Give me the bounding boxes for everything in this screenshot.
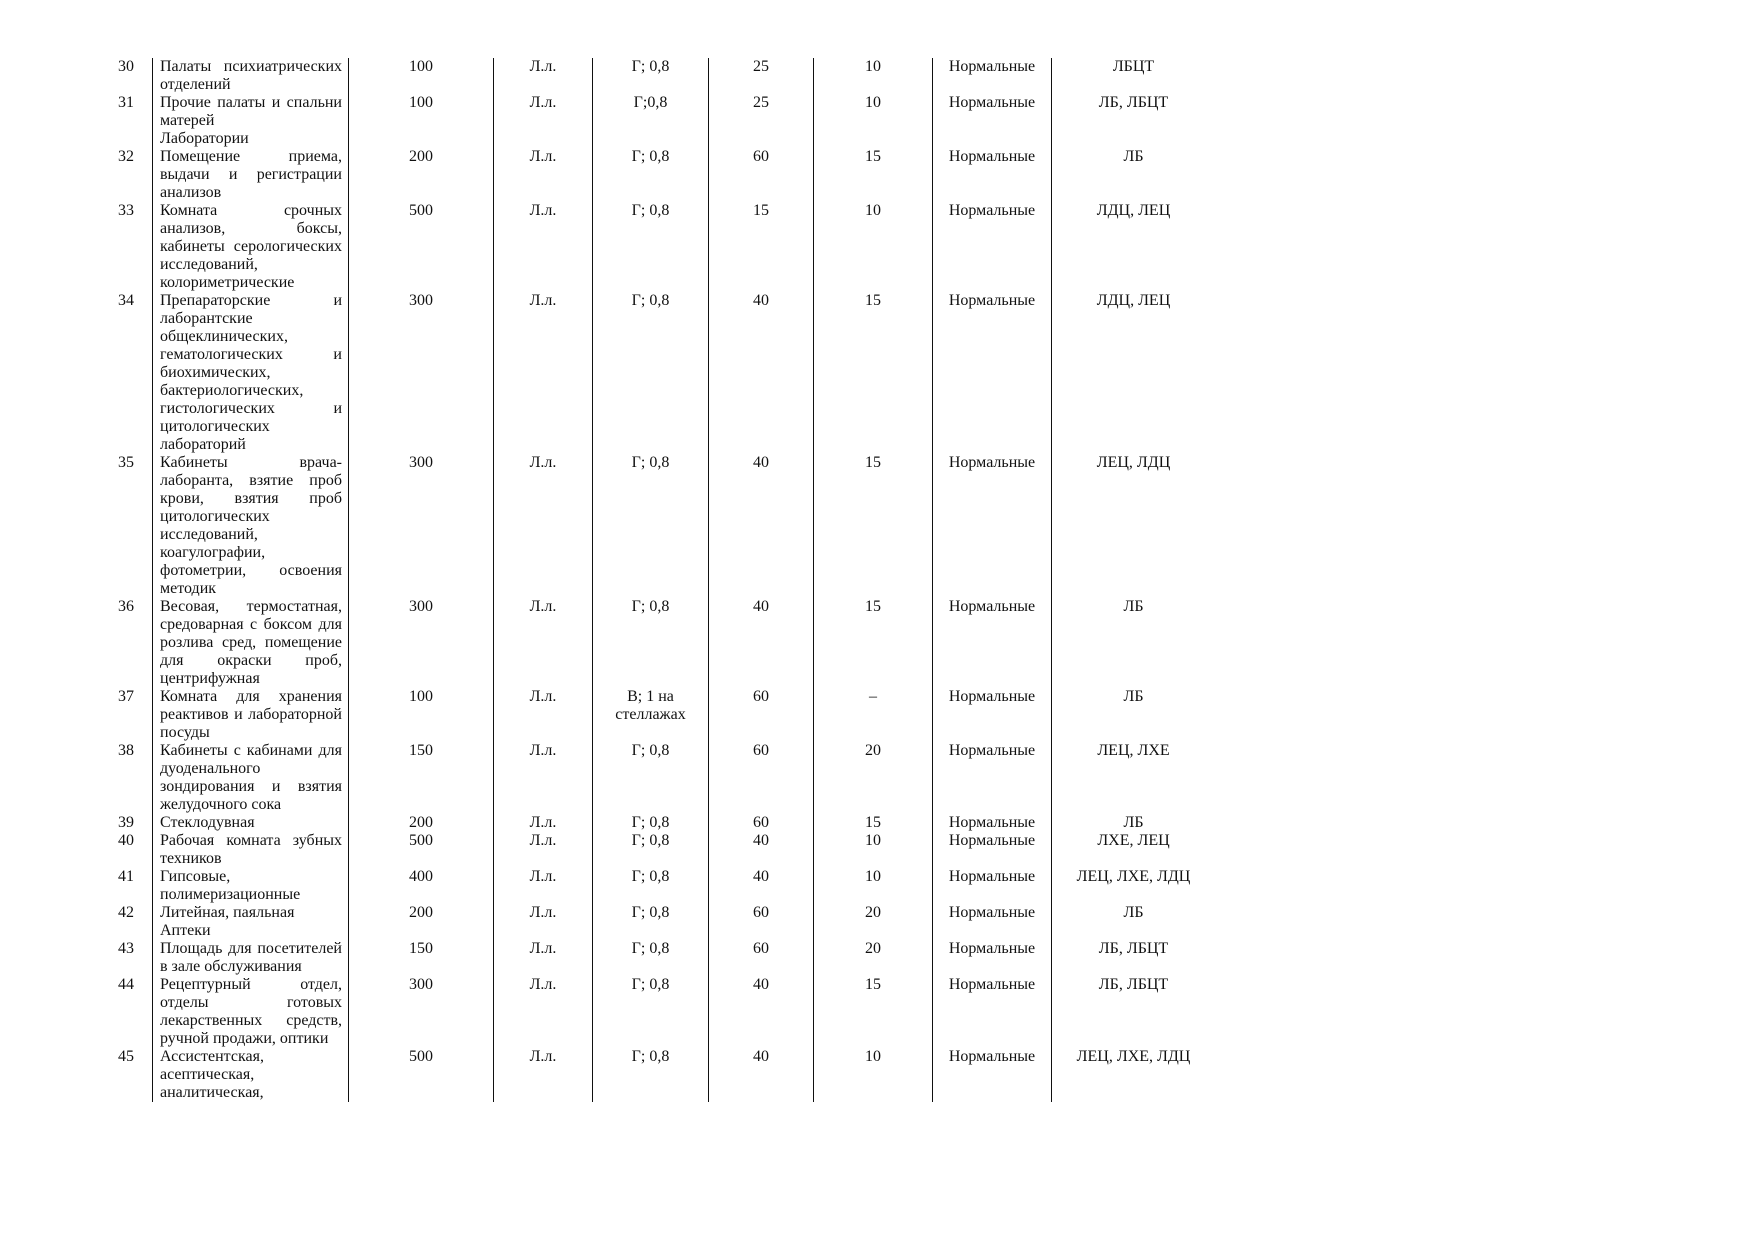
- working-plane: Г; 0,8: [593, 1048, 709, 1102]
- table-row: [100, 454, 1215, 598]
- ripple-coefficient: 10: [814, 58, 933, 94]
- ripple-coefficient: 15: [814, 598, 933, 688]
- illuminance-lux: 150: [349, 940, 494, 976]
- light-source-type: Л.л.: [494, 148, 593, 202]
- light-source-type: Л.л.: [494, 58, 593, 94]
- lamp-types: ЛДЦ, ЛЕЦ: [1096, 202, 1171, 219]
- room-name: Площадь для посетителей в зале обслуживания: [153, 940, 349, 976]
- discomfort-index: 25: [709, 94, 814, 130]
- illuminance-lux: 300: [349, 292, 494, 454]
- lamp-types: ЛБ: [1123, 814, 1144, 831]
- environment-conditions: Нормальные: [933, 904, 1052, 922]
- illuminance-lux: 300: [349, 976, 494, 1048]
- room-name: Комната срочных анализов, боксы, кабинеты серологических исследований, колориметрические: [153, 202, 349, 292]
- room-name: Весовая, термостатная, средоварная с боксом для розлива сред, помещение для окраски проб, центрифужная: [153, 598, 349, 688]
- row-number: 45: [118, 1048, 134, 1065]
- illuminance-lux: 200: [349, 148, 494, 202]
- environment-conditions: Нормальные: [933, 292, 1052, 454]
- ripple-coefficient: –: [814, 688, 933, 742]
- row-number: 34: [118, 292, 134, 309]
- working-plane: Г; 0,8: [593, 868, 709, 904]
- ripple-coefficient: 10: [814, 94, 933, 130]
- environment-conditions: Нормальные: [933, 688, 1052, 742]
- light-source-type: Л.л.: [494, 94, 593, 130]
- working-plane: Г; 0,8: [593, 58, 709, 94]
- ripple-coefficient: 10: [814, 202, 933, 292]
- lamp-types: ЛБ, ЛБЦТ: [1098, 94, 1169, 111]
- ripple-coefficient: 20: [814, 904, 933, 922]
- table-row: [100, 742, 1215, 814]
- table-row: [100, 814, 1215, 832]
- discomfort-index: 40: [709, 868, 814, 904]
- environment-conditions: Нормальные: [933, 976, 1052, 1048]
- working-plane: Г; 0,8: [593, 202, 709, 292]
- lamp-types: ЛДЦ, ЛЕЦ: [1096, 292, 1171, 309]
- row-number: 36: [118, 598, 134, 615]
- table-row: [100, 688, 1215, 742]
- room-name: Гипсовые, полимеризационные: [153, 868, 349, 904]
- illuminance-lux: 100: [349, 94, 494, 130]
- illuminance-lux: 200: [349, 904, 494, 922]
- table-row: [100, 148, 1215, 202]
- row-number: 42: [118, 904, 134, 921]
- room-name: Ассистентская, асептическая, аналитическая,: [153, 1048, 349, 1102]
- lamp-types: ЛХЕ, ЛЕЦ: [1097, 832, 1170, 849]
- lamp-types: ЛБ: [1123, 148, 1144, 165]
- ripple-coefficient: 15: [814, 814, 933, 832]
- table-row: [100, 832, 1215, 868]
- working-plane: Г; 0,8: [593, 148, 709, 202]
- discomfort-index: 60: [709, 688, 814, 742]
- light-source-type: Л.л.: [494, 832, 593, 868]
- table-row: [100, 940, 1215, 976]
- illuminance-lux: 500: [349, 832, 494, 868]
- working-plane: Г; 0,8: [593, 814, 709, 832]
- row-number: 33: [118, 202, 134, 219]
- discomfort-index: 60: [709, 904, 814, 922]
- section-row: [100, 922, 1215, 940]
- ripple-coefficient: 20: [814, 742, 933, 814]
- room-name: Препараторские и лаборантские общеклинических, гематологических и биохимических, бактериологических, гистологических и цитологических лабораторий: [153, 292, 349, 454]
- discomfort-index: 40: [709, 454, 814, 598]
- room-name: Литейная, паяльная: [153, 904, 349, 922]
- discomfort-index: 60: [709, 148, 814, 202]
- room-name: Кабинеты с кабинами для дуоденального зондирования и взятия желудочного сока: [153, 742, 349, 814]
- table-row: [100, 1048, 1215, 1102]
- light-source-type: Л.л.: [494, 976, 593, 1048]
- ripple-coefficient: 20: [814, 940, 933, 976]
- discomfort-index: 40: [709, 598, 814, 688]
- environment-conditions: Нормальные: [933, 598, 1052, 688]
- light-source-type: Л.л.: [494, 940, 593, 976]
- table-body: [100, 58, 1215, 1102]
- light-source-type: Л.л.: [494, 904, 593, 922]
- section-row: [100, 130, 1215, 148]
- lamp-types: ЛБ, ЛБЦТ: [1098, 940, 1169, 957]
- table-row: [100, 292, 1215, 454]
- ripple-coefficient: 15: [814, 454, 933, 598]
- table-row: [100, 976, 1215, 1048]
- empty-cell: [933, 130, 1052, 148]
- lamp-types: ЛБ: [1123, 598, 1144, 615]
- row-number: 35: [118, 454, 134, 471]
- working-plane: Г; 0,8: [593, 940, 709, 976]
- light-source-type: Л.л.: [494, 292, 593, 454]
- empty-cell: [593, 922, 709, 940]
- room-name: Рабочая комната зубных техников: [153, 832, 349, 868]
- lamp-types: ЛБ: [1123, 904, 1144, 921]
- table-row: [100, 94, 1215, 130]
- row-number-empty: [100, 922, 153, 940]
- discomfort-index: 25: [709, 58, 814, 94]
- row-number-empty: [100, 130, 153, 148]
- room-name: Рецептурный отдел, отделы готовых лекарственных средств, ручной продажи, оптики: [153, 976, 349, 1048]
- discomfort-index: 15: [709, 202, 814, 292]
- discomfort-index: 60: [709, 940, 814, 976]
- light-source-type: Л.л.: [494, 814, 593, 832]
- environment-conditions: Нормальные: [933, 1048, 1052, 1102]
- row-number: 38: [118, 742, 134, 759]
- discomfort-index: 40: [709, 832, 814, 868]
- environment-conditions: Нормальные: [933, 832, 1052, 868]
- illuminance-lux: 150: [349, 742, 494, 814]
- light-source-type: Л.л.: [494, 688, 593, 742]
- room-name: Комната для хранения реактивов и лабораторной посуды: [153, 688, 349, 742]
- working-plane: Г; 0,8: [593, 454, 709, 598]
- empty-cell: [593, 130, 709, 148]
- working-plane: В; 1 на стеллажах: [593, 688, 709, 742]
- room-name: Помещение приема, выдачи и регистрации анализов: [153, 148, 349, 202]
- room-name: Стеклодувная: [153, 814, 349, 832]
- row-number: 44: [118, 976, 134, 993]
- empty-cell: [814, 922, 933, 940]
- section-title: Лаборатории: [153, 130, 349, 148]
- empty-cell: [494, 922, 593, 940]
- illuminance-lux: 100: [349, 58, 494, 94]
- ripple-coefficient: 15: [814, 292, 933, 454]
- row-number: 30: [118, 58, 134, 75]
- discomfort-index: 40: [709, 976, 814, 1048]
- ripple-coefficient: 10: [814, 868, 933, 904]
- working-plane: Г;0,8: [593, 94, 709, 130]
- empty-cell: [349, 922, 494, 940]
- discomfort-index: 60: [709, 814, 814, 832]
- row-number: 39: [118, 814, 134, 831]
- lamp-types: ЛЕЦ, ЛХЕ, ЛДЦ: [1076, 1048, 1191, 1065]
- working-plane: Г; 0,8: [593, 904, 709, 922]
- lamp-types: ЛБ, ЛБЦТ: [1098, 976, 1169, 993]
- environment-conditions: Нормальные: [933, 940, 1052, 976]
- light-source-type: Л.л.: [494, 1048, 593, 1102]
- illuminance-lux: 300: [349, 598, 494, 688]
- row-number: 43: [118, 940, 134, 957]
- discomfort-index: 40: [709, 292, 814, 454]
- table-row: [100, 202, 1215, 292]
- illuminance-lux: 500: [349, 202, 494, 292]
- light-source-type: Л.л.: [494, 868, 593, 904]
- working-plane: Г; 0,8: [593, 292, 709, 454]
- illuminance-lux: 300: [349, 454, 494, 598]
- light-source-type: Л.л.: [494, 598, 593, 688]
- ripple-coefficient: 15: [814, 148, 933, 202]
- room-name: Прочие палаты и спальни матерей: [153, 94, 349, 130]
- empty-cell: [709, 130, 814, 148]
- lamp-types: ЛЕЦ, ЛДЦ: [1096, 454, 1171, 471]
- room-name: Кабинеты врача-лаборанта, взятие проб крови, взятия проб цитологических исследований, коагулографии, фотометрии, освоения методик: [153, 454, 349, 598]
- lamp-types: ЛЕЦ, ЛХЕ, ЛДЦ: [1076, 868, 1191, 885]
- section-title: Аптеки: [153, 922, 349, 940]
- illuminance-lux: 100: [349, 688, 494, 742]
- empty-cell: [933, 922, 1052, 940]
- row-number: 40: [118, 832, 134, 849]
- table-row: [100, 58, 1215, 94]
- discomfort-index: 60: [709, 742, 814, 814]
- row-number: 37: [118, 688, 134, 705]
- working-plane: Г; 0,8: [593, 976, 709, 1048]
- illuminance-lux: 400: [349, 868, 494, 904]
- ripple-coefficient: 10: [814, 1048, 933, 1102]
- environment-conditions: Нормальные: [933, 814, 1052, 832]
- room-name: Палаты психиатрических отделений: [153, 58, 349, 94]
- ripple-coefficient: 10: [814, 832, 933, 868]
- discomfort-index: 40: [709, 1048, 814, 1102]
- table-row: [100, 868, 1215, 904]
- environment-conditions: Нормальные: [933, 148, 1052, 202]
- empty-cell: [1052, 130, 1216, 148]
- row-number: 31: [118, 94, 134, 111]
- environment-conditions: Нормальные: [933, 202, 1052, 292]
- working-plane: Г; 0,8: [593, 598, 709, 688]
- lighting-norms-table: [100, 58, 1215, 1102]
- illuminance-lux: 500: [349, 1048, 494, 1102]
- table-row: [100, 904, 1215, 922]
- light-source-type: Л.л.: [494, 202, 593, 292]
- ripple-coefficient: 15: [814, 976, 933, 1048]
- environment-conditions: Нормальные: [933, 742, 1052, 814]
- lamp-types: ЛЕЦ, ЛХЕ: [1097, 742, 1170, 759]
- empty-cell: [349, 130, 494, 148]
- table-row: [100, 598, 1215, 688]
- illuminance-lux: 200: [349, 814, 494, 832]
- working-plane: Г; 0,8: [593, 742, 709, 814]
- light-source-type: Л.л.: [494, 742, 593, 814]
- row-number: 41: [118, 868, 134, 885]
- environment-conditions: Нормальные: [933, 868, 1052, 904]
- working-plane: Г; 0,8: [593, 832, 709, 868]
- lamp-types: ЛБЦТ: [1112, 58, 1155, 75]
- lamp-types: ЛБ: [1123, 688, 1144, 705]
- empty-cell: [814, 130, 933, 148]
- light-source-type: Л.л.: [494, 454, 593, 598]
- environment-conditions: Нормальные: [933, 58, 1052, 94]
- empty-cell: [494, 130, 593, 148]
- empty-cell: [1052, 922, 1216, 940]
- environment-conditions: Нормальные: [933, 454, 1052, 598]
- empty-cell: [709, 922, 814, 940]
- environment-conditions: Нормальные: [933, 94, 1052, 130]
- row-number: 32: [118, 148, 134, 165]
